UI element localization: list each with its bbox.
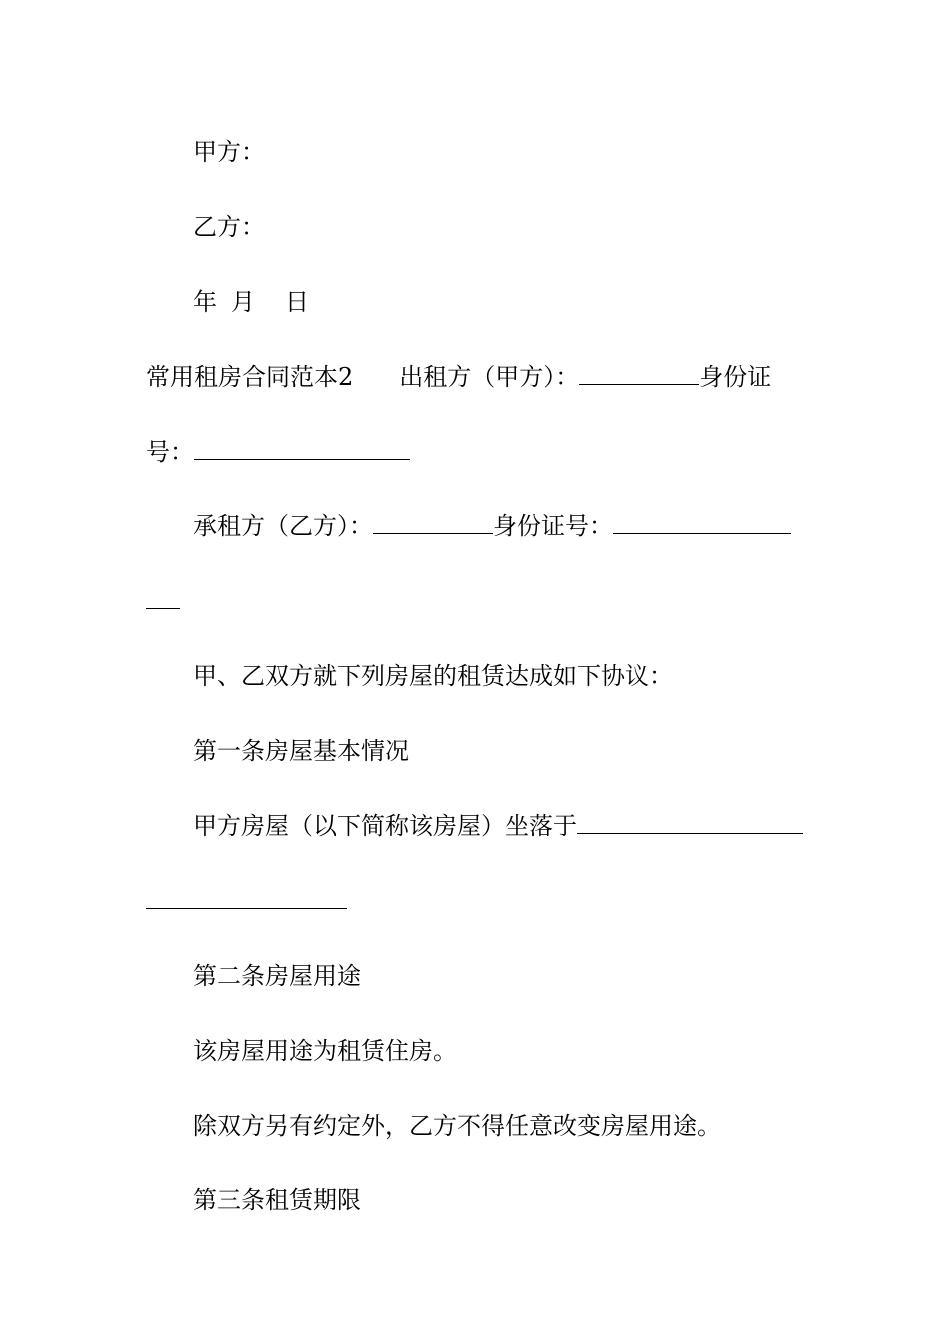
date-line [193, 287, 309, 317]
lessor-label: 出租方（甲方）： [399, 363, 580, 391]
lessor-id-line [146, 437, 410, 467]
date-year: 年 [193, 288, 217, 316]
lessor-name-blank [579, 364, 699, 385]
article2-text2: 除双方另有约定外，乙方不得任意改变房屋用途。 [193, 1112, 721, 1140]
article2-text1-line [193, 1036, 457, 1066]
article1-title-line [193, 736, 409, 766]
lessee-name-blank [373, 513, 493, 534]
party-b-label: 乙方： [193, 213, 265, 241]
address-cont-line [146, 886, 347, 916]
article1-title: 第一条房屋基本情况 [193, 737, 409, 765]
lessee-id-blank [613, 513, 791, 534]
agreement-intro-line [193, 661, 673, 691]
article3-title-line [193, 1185, 361, 1215]
address-blank-cont [146, 888, 347, 909]
lessor-id-label-cont: 号： [146, 438, 194, 466]
party-a-label: 甲方： [193, 138, 265, 166]
party-b-line [193, 212, 265, 242]
title-lessor-line [146, 362, 771, 392]
lessee-line [193, 511, 791, 541]
agreement-intro: 甲、乙双方就下列房屋的租赁达成如下协议： [193, 662, 673, 690]
address-blank [577, 813, 803, 834]
article2-text1: 该房屋用途为租赁住房。 [193, 1037, 457, 1065]
article3-title: 第三条租赁期限 [193, 1186, 361, 1214]
article2-text2-line [193, 1111, 721, 1141]
article2-title-line [193, 961, 361, 991]
date-month: 月 [231, 288, 255, 316]
lessee-label: 承租方（乙方）： [193, 512, 373, 540]
party-a-line [193, 137, 265, 167]
lessor-id-blank [194, 439, 410, 460]
lessor-id-label: 身份证 [699, 363, 772, 391]
lessee-id-label: 身份证号： [493, 512, 613, 540]
article1-text: 甲方房屋（以下简称该房屋）坐落于 [193, 812, 577, 840]
lessee-id-cont-line [146, 586, 180, 616]
lessee-id-blank-cont [146, 588, 180, 609]
article2-title: 第二条房屋用途 [193, 962, 361, 990]
article1-text-line [193, 811, 803, 841]
contract-title: 常用租房合同范本2 [146, 363, 354, 391]
date-day: 日 [285, 288, 309, 316]
